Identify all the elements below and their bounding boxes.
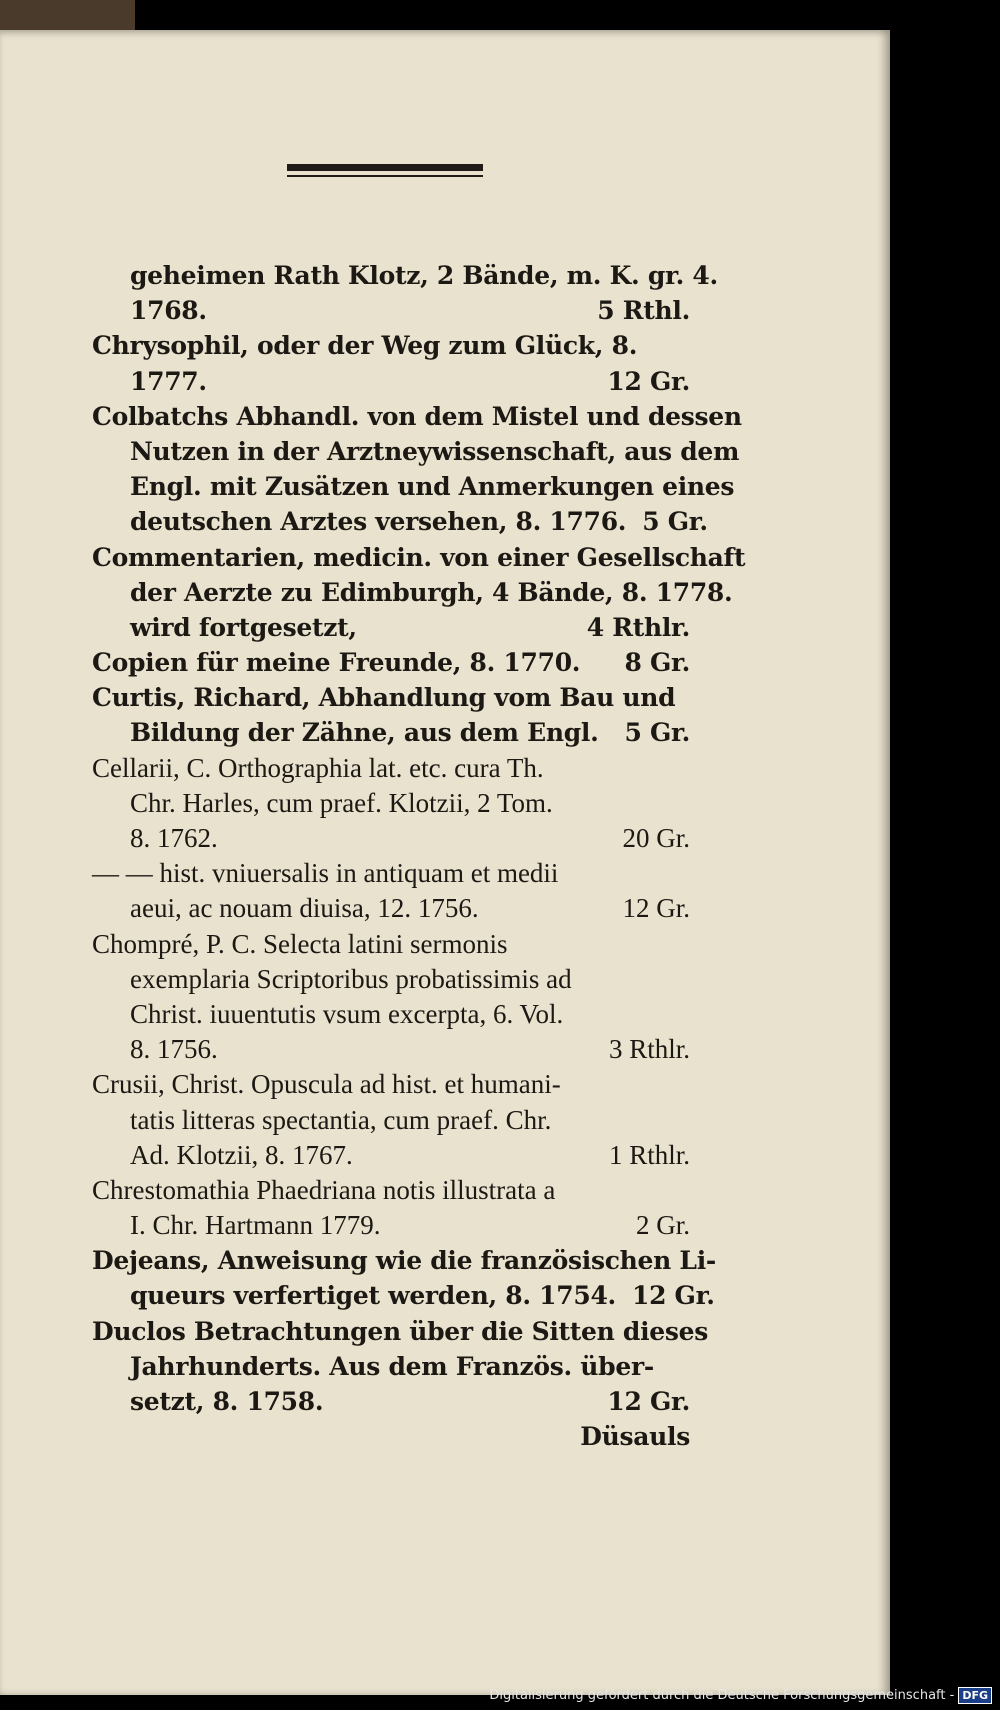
- catalog-line-text: Engl. mit Zusätzen und Anmerkungen eines: [130, 472, 735, 502]
- catalog-line-text: aeui, ac nouam diuisa, 12. 1756.: [130, 893, 479, 924]
- catalog-line: [92, 891, 690, 926]
- catalog-line-price: [674, 856, 690, 891]
- catalog-line-price: [674, 1173, 690, 1208]
- catalog-line-text: Duclos Betrachtungen über die Sitten dieses: [92, 1316, 709, 1346]
- catalog-line-text: deutschen Arztes versehen, 8. 1776.: [130, 507, 627, 537]
- catalog-line-text: 8. 1762.: [130, 823, 218, 853]
- catalog-line: [92, 751, 690, 786]
- catalog-line-price: 12 Gr.: [631, 1281, 715, 1311]
- catalog-line-price: 3 Rthlr.: [608, 1034, 690, 1065]
- catalog-line: [92, 610, 690, 645]
- catalog-text-block: [92, 258, 746, 1454]
- decorative-rule-thick: [287, 164, 483, 171]
- catalog-line: [92, 786, 690, 821]
- catalog-line-text: Curtis, Richard, Abhandlung vom Bau und: [92, 683, 676, 713]
- catalog-line: [92, 504, 708, 539]
- catalog-line-text: Chrestomathia Phaedriana notis illustrata a: [92, 1174, 556, 1205]
- catalog-line: [92, 1173, 690, 1208]
- catalog-line-text: Chr. Harles, cum praef. Klotzii, 2 Tom.: [130, 787, 553, 818]
- decorative-rule: [287, 164, 483, 178]
- catalog-line: [92, 1103, 690, 1138]
- book-spine-edge: [0, 0, 135, 30]
- catalog-line-price: [674, 927, 690, 962]
- catalog-line-text: exemplaria Scriptoribus probatissimis ad: [130, 963, 572, 994]
- catalog-line-text: Cellarii, C. Orthographia lat. etc. cura Th.: [92, 752, 544, 783]
- catalog-line-price: [674, 1349, 690, 1384]
- catalog-line-text: der Aerzte zu Edimburgh, 4 Bände, 8. 1778.: [130, 577, 733, 607]
- catalog-line-price: [674, 786, 690, 821]
- catalog-line-price: 5 Rthl.: [597, 296, 690, 326]
- catalog-line: [92, 962, 690, 997]
- catalog-line-price: [732, 575, 748, 610]
- catalog-line: [92, 258, 718, 293]
- catalog-line: [92, 575, 733, 610]
- catalog-line-text: Nutzen in der Arztneywissenschaft, aus dem: [130, 436, 740, 466]
- catalog-line: [92, 293, 690, 328]
- catalog-line-price: [716, 1243, 732, 1278]
- catalog-line-price: [674, 751, 690, 786]
- catalog-line-text: Colbatchs Abhandl. von dem Mistel und dessen: [92, 401, 742, 431]
- catalog-line-text: I. Chr. Hartmann 1779.: [130, 1210, 381, 1241]
- catalog-line: [92, 1032, 690, 1067]
- catalog-line-price: [674, 997, 690, 1032]
- catalog-line-text: Dejeans, Anweisung wie die französischen Li-: [92, 1246, 716, 1276]
- catalog-line-text: Crusii, Christ. Opuscula ad hist. et humani-: [92, 1069, 561, 1100]
- catalog-line-text: 1777.: [130, 366, 207, 396]
- catalog-line-text: tatis litteras spectantia, cum praef. Chr.: [130, 1104, 552, 1135]
- catalog-line-price: [745, 540, 761, 575]
- catalog-line-price: [674, 1067, 690, 1102]
- catalog-line: [92, 1208, 690, 1243]
- catalog-line-price: 12 Gr.: [622, 893, 690, 924]
- catalog-line: [92, 1384, 690, 1419]
- catalog-line: [92, 821, 690, 856]
- catalog-line-price: [718, 258, 734, 293]
- catalog-line-price: 2 Gr.: [636, 1210, 690, 1241]
- catalog-line-text: wird fortgesetzt,: [130, 612, 357, 642]
- catalog-line-price: 4 Rthlr.: [586, 612, 690, 642]
- catalog-line: [92, 997, 690, 1032]
- catalog-line: [92, 927, 690, 962]
- catalog-line-price: [674, 328, 690, 363]
- catalog-line-text: Chrysophil, oder der Weg zum Glück, 8.: [92, 331, 638, 361]
- catalog-line-text: Copien für meine Freunde, 8. 1770.: [92, 648, 581, 678]
- catalog-line-price: [742, 399, 758, 434]
- catalog-line-price: 5 Gr.: [642, 507, 708, 537]
- catalog-line: [92, 434, 740, 469]
- catalog-line-price: 12 Gr.: [607, 1387, 690, 1416]
- catalog-line-price: [708, 1314, 724, 1349]
- catalog-line: [92, 469, 735, 504]
- catalog-line-text: Chompré, P. C. Selecta latini sermonis: [92, 928, 508, 959]
- book-page: [0, 30, 890, 1695]
- catalog-line: [92, 715, 690, 750]
- digitization-footer: [489, 1687, 992, 1704]
- catalog-line-price: [674, 962, 690, 997]
- dfg-logo-icon: DFG: [958, 1687, 992, 1704]
- catalog-line: [92, 1314, 709, 1349]
- catalog-line-price: Düsauls: [580, 1422, 690, 1452]
- catalog-line: [92, 1419, 690, 1454]
- catalog-line-text: geheimen Rath Klotz, 2 Bände, m. K. gr. 4.: [130, 261, 718, 290]
- catalog-line-price: 8 Gr.: [624, 648, 690, 678]
- catalog-line: [92, 328, 690, 363]
- catalog-line-text: Jahrhunderts. Aus dem Französ. über-: [130, 1351, 654, 1381]
- catalog-line: [92, 645, 690, 680]
- catalog-line: [92, 1278, 715, 1313]
- catalog-line-price: 5 Gr.: [624, 718, 690, 748]
- catalog-line: [92, 540, 746, 575]
- catalog-line-text: setzt, 8. 1758.: [130, 1387, 324, 1416]
- catalog-line: [92, 399, 742, 434]
- catalog-line-text: Christ. iuuentutis vsum excerpta, 6. Vol.: [130, 998, 564, 1029]
- catalog-line-price: 1 Rthlr.: [608, 1139, 690, 1170]
- catalog-line-text: Bildung der Zähne, aus dem Engl.: [130, 718, 599, 748]
- catalog-line-price: 20 Gr.: [622, 823, 690, 853]
- catalog-line-text: — — hist. vniuersalis in antiquam et medii: [92, 858, 559, 889]
- catalog-line-text: queurs verfertiget werden, 8. 1754.: [130, 1281, 616, 1311]
- catalog-line-text: 1768.: [130, 296, 207, 326]
- catalog-line-price: [739, 434, 755, 469]
- catalog-line-price: 12 Gr.: [607, 366, 690, 396]
- catalog-line: [92, 680, 690, 715]
- footer-credit-text: Digitalisierung gefördert durch die Deutsche Forschungsgemeinschaft -: [489, 1688, 955, 1703]
- catalog-line-price: [734, 469, 750, 504]
- catalog-line-text: 8. 1756.: [130, 1034, 218, 1065]
- catalog-line: [92, 1067, 690, 1102]
- decorative-rule-thin: [287, 175, 483, 177]
- catalog-line: [92, 364, 690, 399]
- catalog-line: [92, 1349, 690, 1384]
- catalog-line: [92, 1138, 690, 1173]
- catalog-line: [92, 856, 690, 891]
- catalog-line-price: [675, 680, 691, 715]
- catalog-line-text: Ad. Klotzii, 8. 1767.: [130, 1139, 353, 1170]
- catalog-line: [92, 1243, 716, 1278]
- catalog-line-price: [674, 1103, 690, 1138]
- catalog-line-text: Commentarien, medicin. von einer Gesellschaft: [92, 542, 746, 572]
